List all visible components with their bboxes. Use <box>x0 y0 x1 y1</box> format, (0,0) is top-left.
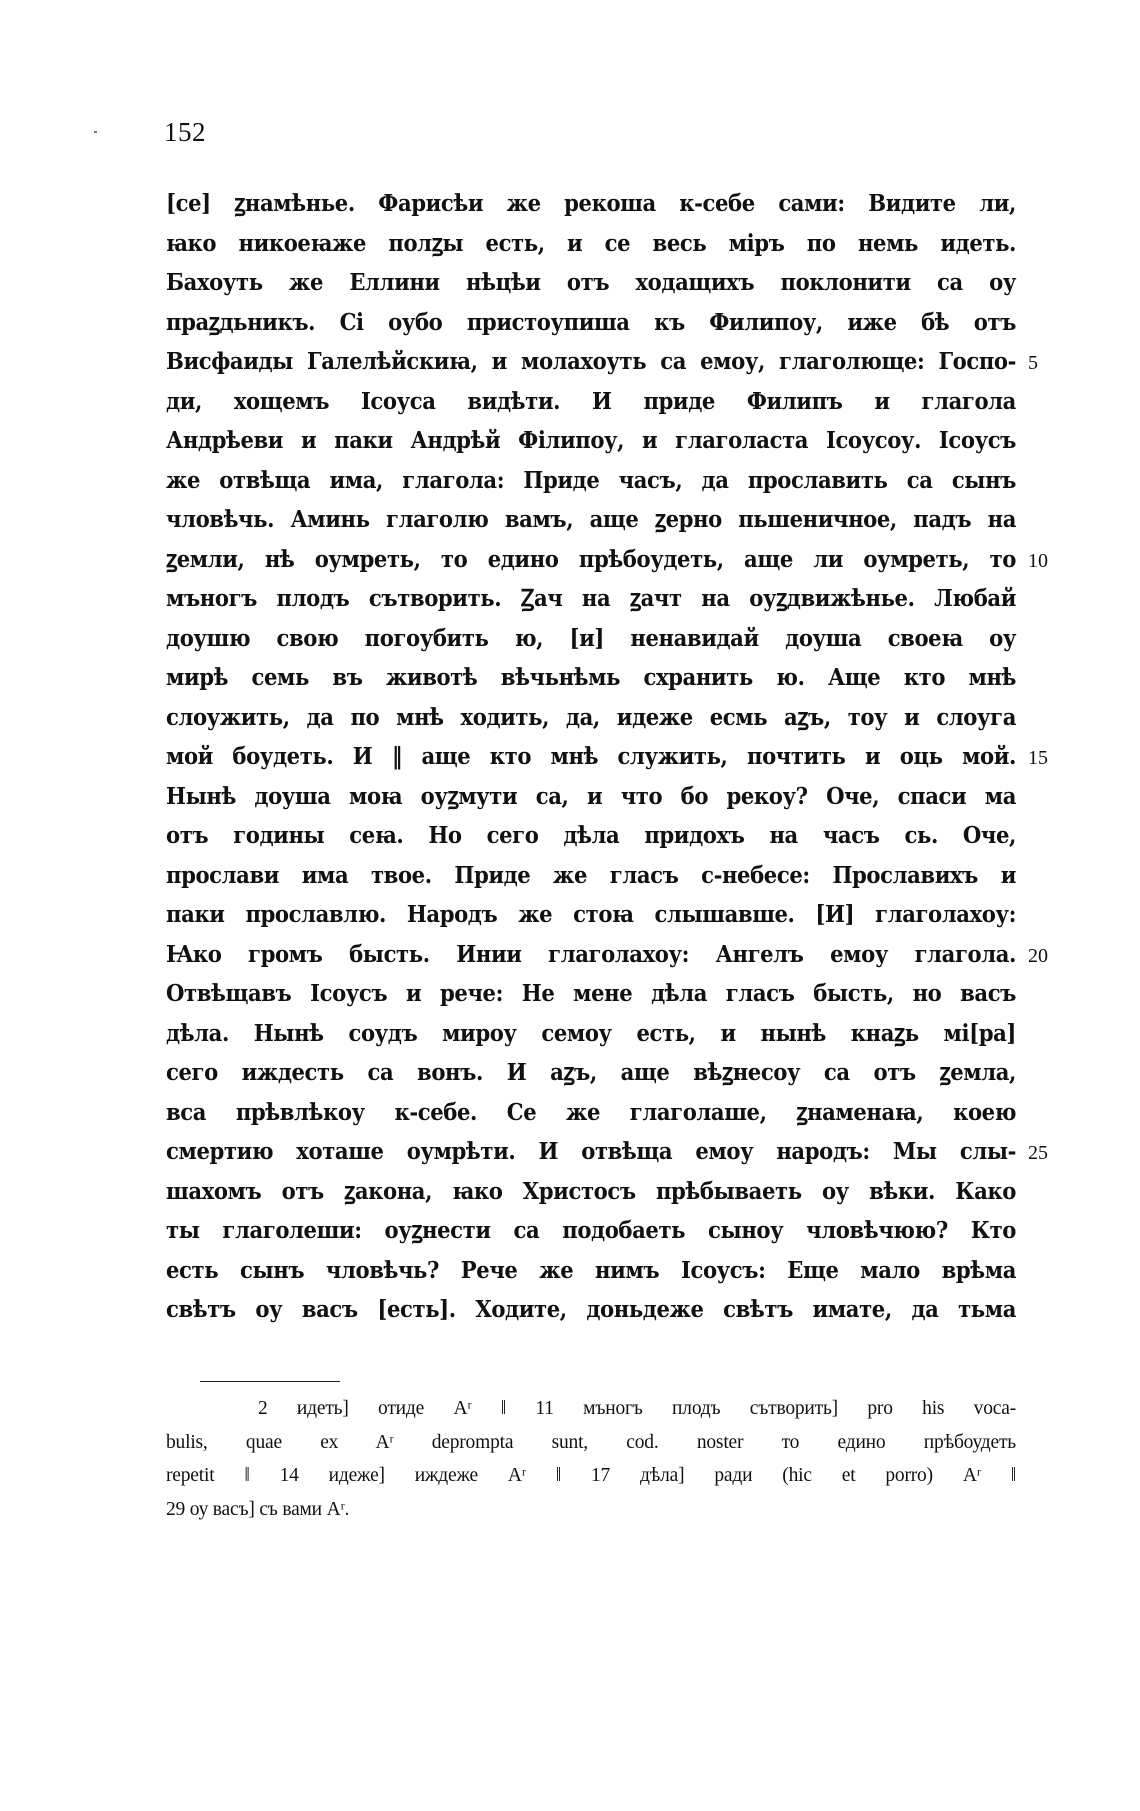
text-line: мъногъ плодъ сътворить. Ꙁач на ꙁачт на оуꙁдвижѣнье. Любай <box>166 584 1016 612</box>
footnote-divider <box>200 1381 340 1382</box>
text-line: ꙗко никоеꙗже полꙁы есть, и се весь міръ по немь идеть. <box>166 228 1016 257</box>
text-line: Отвѣщавъ Ісоусъ и рече: Не мене дѣла гласъ бысть, но васъ <box>166 979 1016 1007</box>
text-line: доушю свою погоубить ю, [и] ненавидай доуша своеꙗ оу <box>166 623 1016 652</box>
text-line: чловѣчь. Аминь глаголю вамъ, аще ꙁерно пьшеничное, падъ на <box>166 505 1016 533</box>
text-line: праꙁдьникъ. Сі оубо пристоупиша къ Филипоу, иже бѣ отъ <box>166 307 1016 336</box>
text-line: Висфаиды Галелѣйскиꙗ, и молахоуть са емоу, глаголюще: Госпо- <box>166 347 1016 375</box>
footnotes-block <box>166 1392 1016 1526</box>
line-number-25: 25 <box>1028 1142 1048 1164</box>
text-line: же отвѣща има, глагола: Приде часъ, да прославить са сынъ <box>166 465 1016 494</box>
page-number: 152 <box>164 117 206 147</box>
margin-mark <box>94 131 97 133</box>
text-line: прослави има твое. Приде же гласъ с-небесе: Прославихъ и <box>166 860 1016 889</box>
footnote-line: 29 оу васъ] съ вами Aʳ. <box>166 1498 350 1520</box>
text-line: паки прославлю. Народъ же стоꙗ слышавше. [И] глаголахоу: <box>166 900 1016 928</box>
text-line: смертию хоташе оумрѣти. И отвѣща емоу народъ: Мы слы- <box>166 1137 1016 1165</box>
text-line: мирѣ семь въ животѣ вѣчьнѣмь схранить ю. Аще кто мнѣ <box>166 663 1016 691</box>
text-line: Ꙗко громъ бысть. Инии глаголахоу: Ангелъ емоу глагола. <box>166 939 1016 968</box>
text-line: Бахоуть же Еллини нѣцѣи отъ ходащихъ поклонити са оу <box>166 268 1016 296</box>
text-line: есть сынъ чловѣчь? Рече же нимъ Ісоусъ: Еще мало врѣма <box>166 1255 1016 1284</box>
text-line: ты глаголеши: оуꙁнести са подобаеть сыноу чловѣчюю? Кто <box>166 1216 1016 1244</box>
text-line: шахомъ отъ ꙁакона, ꙗко Христосъ прѣбываеть оу вѣки. Како <box>166 1176 1016 1205</box>
text-line: отъ годины сеꙗ. Но сего дѣла придохъ на часъ сь. Оче, <box>166 821 1016 849</box>
footnote-line: repetit ‖ 14 идеже] иждеже Aʳ ‖ 17 дѣла] ради (hic et porro) Aʳ ‖ <box>166 1465 1016 1486</box>
footnote-line: bulis, quae ex Aʳ deprompta sunt, cod. noster то едино прѣбоудеть <box>166 1431 1016 1453</box>
text-line: ꙁемли, нѣ оумреть, то едино прѣбоудеть, аще ли оумреть, то <box>166 544 1016 573</box>
line-number-10: 10 <box>1028 550 1048 572</box>
main-text-block <box>166 184 1016 1330</box>
text-line: мой боудеть. И ‖ аще кто мнѣ служить, почтить и оць мой. <box>166 742 1016 770</box>
line-number-5: 5 <box>1028 352 1038 374</box>
text-line: Андрѣеви и паки Андрѣй Філипоу, и глаголаста Ісоусоу. Ісоусъ <box>166 426 1016 454</box>
line-number-20: 20 <box>1028 945 1048 967</box>
footnote-line: 2 идеть] отиде Aʳ ‖ 11 мъногъ плодъ сътворить] pro his voca- <box>258 1398 1016 1419</box>
text-line: Нынѣ доуша моꙗ оуꙁмути са, и что бо рекоу? Оче, спаси ма <box>166 781 1016 810</box>
text-line: слоужить, да по мнѣ ходить, да, идеже есмь аꙁъ, тоу и слоуга <box>166 702 1016 731</box>
text-line: сего иждесть са вонъ. И аꙁъ, аще вѣꙁнесоу са отъ ꙁемла, <box>166 1058 1016 1086</box>
text-line: свѣтъ оу васъ [есть]. Ходите, доньдеже свѣтъ имате, да тьма <box>166 1295 1016 1323</box>
text-line: [се] ꙁнамѣнье. Фарисѣи же рекоша к-себе сами: Видите ли, <box>166 189 1016 217</box>
line-number-15: 15 <box>1028 747 1048 769</box>
text-line: вса прѣвлѣкоу к-себе. Се же глаголаше, ꙁнаменаꙗ, коею <box>166 1097 1016 1126</box>
text-line: дѣла. Нынѣ соудъ мироу семоу есть, и нынѣ кнаꙁь мі[ра] <box>166 1018 1016 1047</box>
text-line: ди, хощемъ Ісоуса видѣти. И приде Филипъ и глагола <box>166 386 1016 415</box>
